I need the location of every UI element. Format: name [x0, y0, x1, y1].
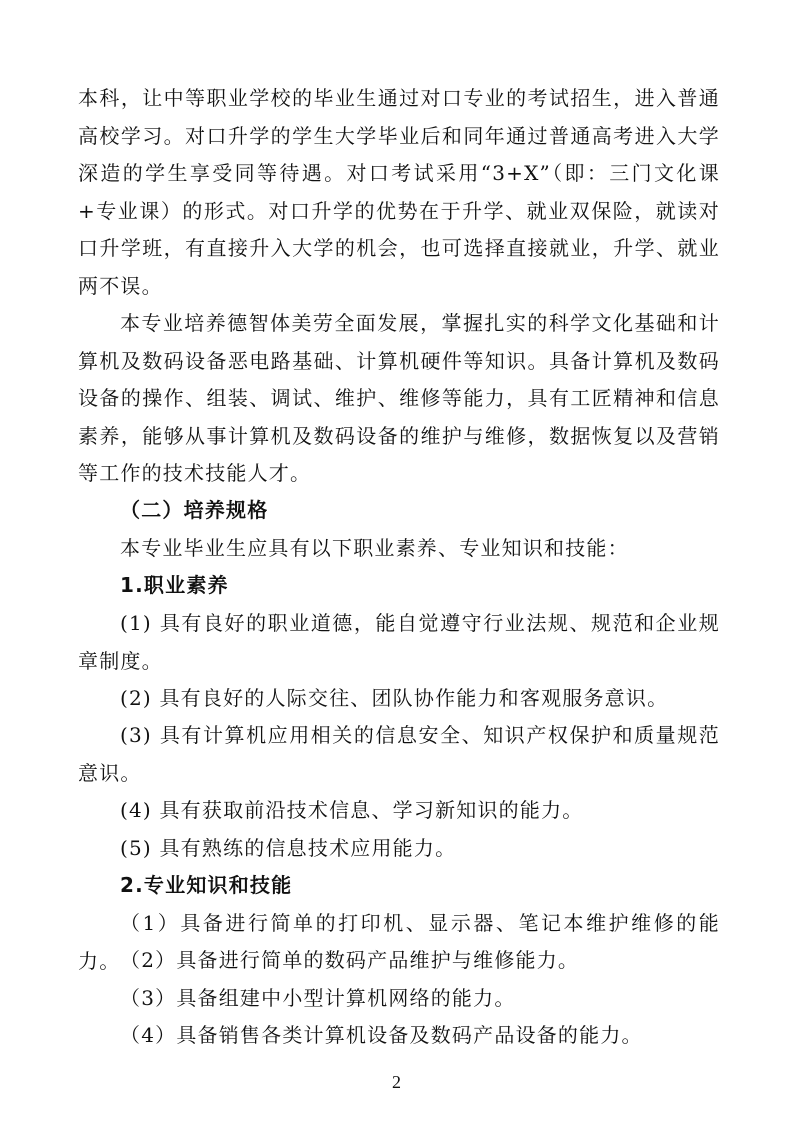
page-number: 2	[392, 1072, 401, 1092]
list-item-quality-2: (2) 具有良好的人际交往、团队协作能力和客观服务意识。	[120, 686, 669, 710]
paragraph-spec-intro: 本专业毕业生应具有以下职业素养、专业知识和技能：	[120, 536, 629, 560]
subheading-professional-quality: 1.职业素养	[120, 573, 229, 597]
paragraph-admission: 本科，让中等职业学校的毕业生通过对口专业的考试招生，进入普通高校学习。对口升学的学生大学毕业后和同年通过普通高考进入大学深造的学生享受同等待遇。对口考试采用“3+X”（即：三门文化课+专业课）的形式。对口升学的优势在于升学、就业双保险，就读对口升学班，有直接升入大学的机会，也可选择直接就业，升学、就业两不误。	[78, 86, 720, 298]
list-item-quality-4: (4) 具有获取前沿技术信息、学习新知识的能力。	[120, 798, 584, 822]
list-item-quality-5: (5) 具有熟练的信息技术应用能力。	[120, 836, 457, 860]
list-item-skill-4: （4）具备销售各类计算机设备及数码产品设备的能力。	[120, 1023, 643, 1047]
section-heading-spec: （二）培养规格	[120, 498, 269, 522]
subheading-knowledge-skills: 2.专业知识和技能	[120, 873, 293, 897]
list-item-quality-3: (3) 具有计算机应用相关的信息安全、知识产权保护和质量规范意识。	[78, 723, 720, 785]
paragraph-training-goal: 本专业培养德智体美劳全面发展，掌握扎实的科学文化基础和计算机及数码设备恶电路基础、计算机硬件等知识。具备计算机及数码设备的操作、组装、调试、维护、维修等能力，具有工匠精神和信息素养，能够从事计算机及数码设备的维护与维修，数据恢复以及营销等工作的技术技能人才。	[78, 311, 720, 485]
list-item-skill-3: （3）具备组建中小型计算机网络的能力。	[120, 986, 516, 1010]
list-item-skill-2: （2）具备进行简单的数码产品维护与维修能力。	[120, 948, 580, 972]
list-item-skill-1: （1）具备进行简单的打印机、显示器、笔记本维护维修的能力。	[78, 911, 720, 973]
list-item-quality-1: (1) 具有良好的职业道德，能自觉遵守行业法规、规范和企业规章制度。	[78, 611, 720, 673]
